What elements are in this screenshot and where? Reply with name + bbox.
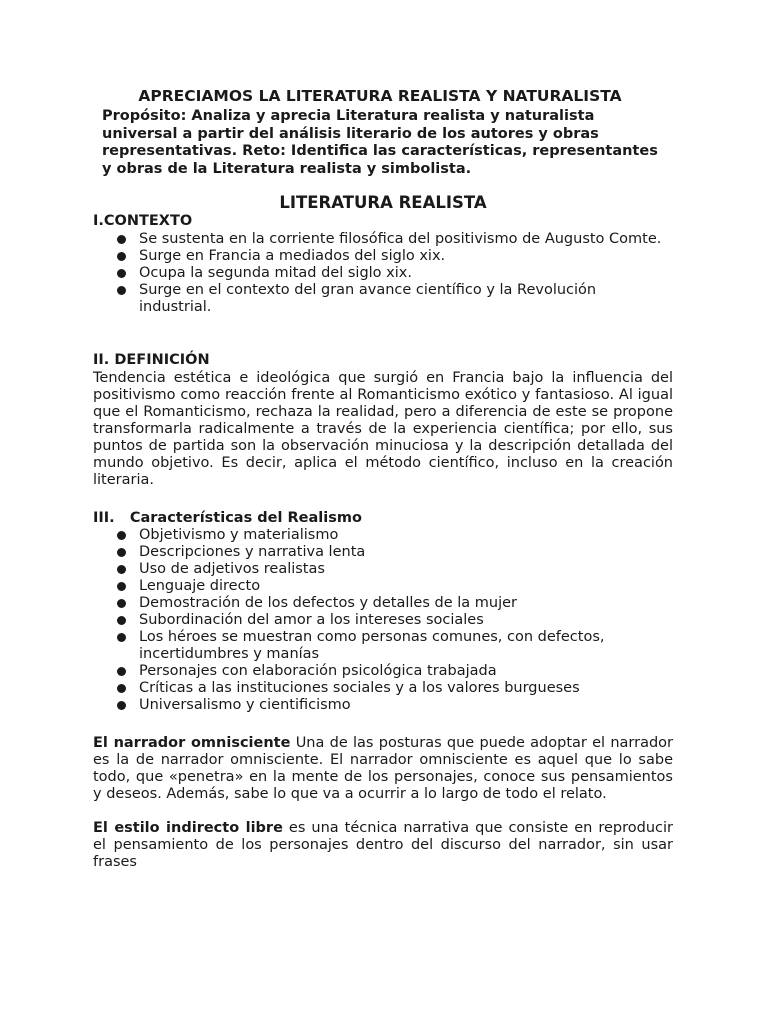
caracteristicas-list <box>93 527 673 714</box>
list-item: Lenguaje directo <box>93 578 673 595</box>
bullet-icon <box>117 667 126 676</box>
purpose-paragraph: Propósito: Analiza y aprecia Literatura realista y naturalista universal a partir del análisis literario de los autores y obras representativas. Reto: Identifica las características, representantes y obras de la Literatura realista y simbolista. <box>102 108 658 177</box>
document-title: APRECIAMOS LA LITERATURA REALISTA Y NATURALISTA <box>138 87 622 105</box>
list-item: Los héroes se muestran como personas comunes, con defectos, incertidumbres y manías <box>93 629 673 663</box>
list-item: Se sustenta en la corriente filosófica del positivismo de Augusto Comte. <box>93 231 673 248</box>
bullet-icon <box>117 616 126 625</box>
bullet-icon <box>117 582 126 591</box>
bullet-icon <box>117 548 126 557</box>
estilo-text: es una técnica narrativa que consiste en reproducir el pensamiento de los personajes dentro del discurso del narrador, sin usar frases <box>93 820 673 870</box>
bullet-icon <box>117 565 126 574</box>
list-item: Surge en el contexto del gran avance científico y la Revolución industrial. <box>93 282 673 316</box>
bullet-icon <box>117 531 126 540</box>
narrador-text: Una de las posturas que puede adoptar el narrador es la de narrador omnisciente. El narrador omnisciente es aquel que lo sabe todo, que «penetra» en la mente de los personajes, conoce sus pensamientos y deseos. Además, sabe lo que va a ocurrir a lo largo de todo el relato. <box>93 735 673 802</box>
bullet-icon <box>117 269 126 278</box>
narrador-term: El narrador omnisciente <box>93 735 291 751</box>
bullet-icon <box>117 252 126 261</box>
bullet-icon <box>117 235 126 244</box>
list-item: Subordinación del amor a los intereses sociales <box>93 612 673 629</box>
list-item: Personajes con elaboración psicológica trabajada <box>93 663 673 680</box>
section-title: LITERATURA REALISTA <box>279 193 487 212</box>
list-item: Descripciones y narrativa lenta <box>93 544 673 561</box>
definicion-heading: II. DEFINICIÓN <box>93 352 210 368</box>
definicion-paragraph: Tendencia estética e ideológica que surgió en Francia bajo la influencia del positivismo como reacción frente al Romanticismo exótico y fantasioso. Al igual que el Romanticismo, rechaza la realidad, pero a diferencia de este se propone transformarla radicalmente a través de la experiencia científica; por ello, sus puntos de partida son la observación minuciosa y la descripción detallada del mundo objetivo. Es decir, aplica el método científico, incluso en la creación literaria. <box>93 370 673 488</box>
list-item: Ocupa la segunda mitad del siglo xix. <box>93 265 673 282</box>
caracteristicas-heading: III. Características del Realismo <box>93 510 362 526</box>
narrador-paragraph <box>93 735 673 803</box>
bullet-icon <box>117 684 126 693</box>
contexto-heading: I.CONTEXTO <box>93 213 193 229</box>
estilo-paragraph <box>93 820 673 871</box>
bullet-icon <box>117 286 126 295</box>
list-item: Críticas a las instituciones sociales y a los valores burgueses <box>93 680 673 697</box>
list-item: Surge en Francia a mediados del siglo xix. <box>93 248 673 265</box>
list-item: Universalismo y cientificismo <box>93 697 673 714</box>
estilo-term: El estilo indirecto libre <box>93 820 283 836</box>
list-item: Uso de adjetivos realistas <box>93 561 673 578</box>
list-item: Objetivismo y materialismo <box>93 527 673 544</box>
bullet-icon <box>117 599 126 608</box>
bullet-icon <box>117 633 126 642</box>
bullet-icon <box>117 701 126 710</box>
list-item: Demostración de los defectos y detalles de la mujer <box>93 595 673 612</box>
contexto-list <box>93 231 673 316</box>
